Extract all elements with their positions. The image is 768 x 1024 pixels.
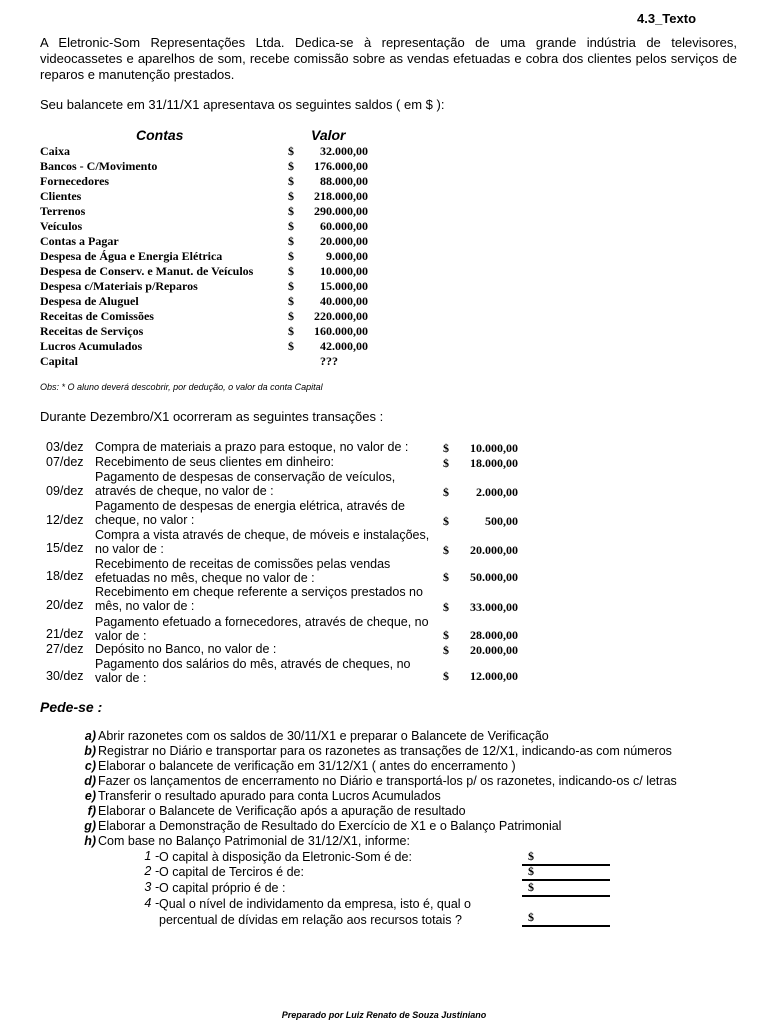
transaction-date: 18/dez xyxy=(46,569,84,583)
transaction-date: 30/dez xyxy=(46,669,84,683)
account-value: 40.000,00 xyxy=(320,294,368,308)
account-row xyxy=(40,339,380,354)
account-value: 160.000,00 xyxy=(314,324,368,338)
requirement-item xyxy=(76,729,549,743)
answer-currency: $ xyxy=(528,864,534,878)
account-value: 88.000,00 xyxy=(320,174,368,188)
requirement-letter: h) xyxy=(84,834,96,848)
account-currency: $ xyxy=(288,219,294,233)
transaction-value: 20.000,00 xyxy=(470,643,518,657)
account-currency: $ xyxy=(288,249,294,263)
transaction-value: 2.000,00 xyxy=(476,485,518,499)
requirement-text: Elaborar o balancete de verificação em 31/12/X1 ( antes do encerramento ) xyxy=(98,759,516,773)
account-currency: $ xyxy=(288,264,294,278)
account-currency: $ xyxy=(288,279,294,293)
transaction-value: 18.000,00 xyxy=(470,456,518,470)
transaction-date: 21/dez xyxy=(46,627,84,641)
account-value: 9.000,00 xyxy=(326,249,368,263)
transaction-row xyxy=(40,455,530,470)
account-currency: $ xyxy=(288,324,294,338)
observation-note: Obs: * O aluno deverá descobrir, por dedução, o valor da conta Capital xyxy=(40,382,323,392)
transaction-description: Compra de materiais a prazo para estoque, no valor de : xyxy=(95,440,409,454)
requirement-letter: d) xyxy=(84,774,96,788)
requirement-item xyxy=(76,789,441,803)
transaction-currency: $ xyxy=(443,669,449,683)
account-row xyxy=(40,354,380,369)
sub-question-number: 2 - xyxy=(144,864,159,878)
account-row xyxy=(40,144,380,159)
account-name: Bancos - C/Movimento xyxy=(40,159,158,173)
answer-currency: $ xyxy=(528,849,534,863)
balance-intro: Seu balancete em 31/11/X1 apresentava os seguintes saldos ( em $ ): xyxy=(40,97,445,112)
account-name: Caixa xyxy=(40,144,70,158)
account-row xyxy=(40,234,380,249)
requirement-letter: b) xyxy=(84,744,96,758)
account-currency: $ xyxy=(288,234,294,248)
footer-credit: Preparado por Luiz Renato de Souza Justiniano xyxy=(281,1010,487,1020)
account-value: 290.000,00 xyxy=(314,204,368,218)
transaction-description: Recebimento em cheque referente a serviços prestados no mês, no valor de : xyxy=(95,585,423,613)
answer-currency: $ xyxy=(528,910,534,924)
transaction-date: 20/dez xyxy=(46,598,84,612)
column-header-valor: Valor xyxy=(311,127,346,143)
transaction-description: Pagamento dos salários do mês, através de cheques, no valor de : xyxy=(95,657,411,685)
account-currency: $ xyxy=(288,159,294,173)
transaction-value: 12.000,00 xyxy=(470,669,518,683)
transaction-value: 50.000,00 xyxy=(470,570,518,584)
transaction-value: 10.000,00 xyxy=(470,441,518,455)
account-currency: $ xyxy=(288,174,294,188)
account-currency: $ xyxy=(288,189,294,203)
sub-question-text-line2: percentual de dívidas em relação aos recursos totais ? xyxy=(159,913,462,927)
transaction-description: Pagamento efetuado a fornecedores, através de cheque, no valor de : xyxy=(95,615,429,643)
account-value: ??? xyxy=(320,354,338,368)
answer-field[interactable] xyxy=(522,864,610,881)
transaction-description: Recebimento de seus clientes em dinheiro: xyxy=(95,455,335,469)
account-row xyxy=(40,309,380,324)
account-row xyxy=(40,279,380,294)
account-name: Contas a Pagar xyxy=(40,234,119,248)
transaction-row xyxy=(40,585,530,614)
account-name: Terrenos xyxy=(40,204,86,218)
requirement-letter: g) xyxy=(84,819,96,833)
account-value: 10.000,00 xyxy=(320,264,368,278)
account-row xyxy=(40,159,380,174)
sub-question xyxy=(137,864,517,880)
requirement-text: Transferir o resultado apurado para conta Lucros Acumulados xyxy=(98,789,441,803)
transaction-description: Depósito no Banco, no valor de : xyxy=(95,642,277,656)
account-currency: $ xyxy=(288,339,294,353)
account-row xyxy=(40,264,380,279)
transaction-value: 33.000,00 xyxy=(470,600,518,614)
transaction-date: 15/dez xyxy=(46,541,84,555)
sub-question xyxy=(137,896,517,928)
transaction-currency: $ xyxy=(443,628,449,642)
transactions-intro: Durante Dezembro/X1 ocorreram as seguintes transações : xyxy=(40,409,384,424)
requirement-item xyxy=(76,774,677,788)
account-currency: $ xyxy=(288,309,294,323)
requirement-letter: a) xyxy=(84,729,96,743)
requirement-item xyxy=(76,804,466,818)
transaction-row xyxy=(40,499,530,528)
account-currency: $ xyxy=(288,204,294,218)
transaction-description: Pagamento de despesas de conservação de veículos, através de cheque, no valor de : xyxy=(95,470,396,498)
account-value: 176.000,00 xyxy=(314,159,368,173)
account-name: Fornecedores xyxy=(40,174,110,188)
account-row xyxy=(40,324,380,339)
requirement-letter: f) xyxy=(87,804,96,818)
sub-question xyxy=(137,880,517,896)
account-value: 60.000,00 xyxy=(320,219,368,233)
transaction-description: Recebimento de receitas de comissões pelas vendas efetuadas no mês, cheque no valor de : xyxy=(95,557,391,585)
requirement-item xyxy=(76,834,410,848)
requirement-letter: c) xyxy=(84,759,96,773)
sub-question-text: O capital à disposição da Eletronic-Som é de: xyxy=(159,850,412,864)
account-name: Veículos xyxy=(40,219,83,233)
transaction-currency: $ xyxy=(443,643,449,657)
intro-paragraph: A Eletronic-Som Representações Ltda. Dedica-se à representação de uma grande indústria de televisores, videocassetes e aparelhos de som, recebe comissão sobre as vendas efetuadas e cobra dos clientes pelos serviços de reparos e manutenção prestados. xyxy=(40,35,737,82)
account-row xyxy=(40,294,380,309)
requirements-heading: Pede-se : xyxy=(40,699,103,715)
sub-question-text-line1: Qual o nível de individamento da empresa, isto é, qual o xyxy=(159,897,471,911)
requirement-text: Registrar no Diário e transportar para os razonetes as transações de 12/X1, indicando-as com números xyxy=(98,744,672,758)
account-name: Despesa de Aluguel xyxy=(40,294,139,308)
account-value: 32.000,00 xyxy=(320,144,368,158)
transaction-currency: $ xyxy=(443,456,449,470)
transaction-row xyxy=(40,470,530,499)
transaction-currency: $ xyxy=(443,485,449,499)
sub-question-text: O capital próprio é de : xyxy=(159,881,286,895)
transaction-row xyxy=(40,657,530,686)
transaction-currency: $ xyxy=(443,543,449,557)
account-value: 20.000,00 xyxy=(320,234,368,248)
transaction-currency: $ xyxy=(443,514,449,528)
requirement-text: Com base no Balanço Patrimonial de 31/12/X1, informe: xyxy=(98,834,410,848)
sub-question-number: 1 - xyxy=(144,849,159,863)
transaction-currency: $ xyxy=(443,570,449,584)
transaction-row xyxy=(40,557,530,586)
transaction-currency: $ xyxy=(443,441,449,455)
account-name: Clientes xyxy=(40,189,82,203)
transaction-date: 07/dez xyxy=(46,455,84,469)
answer-field[interactable] xyxy=(522,880,610,897)
transaction-description: Pagamento de despesas de energia elétrica, através de cheque, no valor : xyxy=(95,499,405,527)
transaction-date: 12/dez xyxy=(46,513,84,527)
account-name: Capital xyxy=(40,354,79,368)
sub-question xyxy=(137,849,517,865)
account-row xyxy=(40,219,380,234)
requirement-text: Elaborar a Demonstração de Resultado do Exercício de X1 e o Balanço Patrimonial xyxy=(98,819,562,833)
transaction-value: 500,00 xyxy=(485,514,518,528)
transaction-date: 03/dez xyxy=(46,440,84,454)
transaction-value: 28.000,00 xyxy=(470,628,518,642)
transaction-row xyxy=(40,615,530,643)
answer-currency: $ xyxy=(528,880,534,894)
account-value: 218.000,00 xyxy=(314,189,368,203)
transaction-row xyxy=(40,528,530,557)
requirement-item xyxy=(76,819,561,833)
page-title: 4.3_Texto xyxy=(637,11,697,26)
account-name: Despesa de Água e Energia Elétrica xyxy=(40,249,223,263)
sub-question-text: O capital de Terciros é de: xyxy=(159,865,304,879)
requirement-item xyxy=(76,759,516,773)
account-value: 220.000,00 xyxy=(314,309,368,323)
account-name: Lucros Acumulados xyxy=(40,339,143,353)
answer-field[interactable] xyxy=(522,910,610,927)
account-name: Despesa de Conserv. e Manut. de Veículos xyxy=(40,264,254,278)
account-currency: $ xyxy=(288,144,294,158)
account-row xyxy=(40,249,380,264)
requirement-item xyxy=(76,744,672,758)
account-row xyxy=(40,174,380,189)
account-name: Despesa c/Materiais p/Reparos xyxy=(40,279,198,293)
transaction-row xyxy=(40,440,530,455)
transaction-row xyxy=(40,642,530,657)
transaction-value: 20.000,00 xyxy=(470,543,518,557)
requirement-text: Elaborar o Balancete de Verificação após a apuração de resultado xyxy=(98,804,466,818)
transaction-date: 27/dez xyxy=(46,642,84,656)
transaction-date: 09/dez xyxy=(46,484,84,498)
account-row xyxy=(40,204,380,219)
account-row xyxy=(40,189,380,204)
account-name: Receitas de Comissões xyxy=(40,309,154,323)
requirement-text: Abrir razonetes com os saldos de 30/11/X1 e preparar o Balancete de Verificação xyxy=(98,729,549,743)
transaction-currency: $ xyxy=(443,600,449,614)
account-currency: $ xyxy=(288,294,294,308)
requirement-text: Fazer os lançamentos de encerramento no Diário e transportá-los p/ os razonetes, indicando-os c/ letras xyxy=(98,774,677,788)
account-value: 15.000,00 xyxy=(320,279,368,293)
sub-question-number: 3 - xyxy=(144,880,159,894)
transaction-description: Compra a vista através de cheque, de móveis e instalações, no valor de : xyxy=(95,528,430,556)
account-value: 42.000,00 xyxy=(320,339,368,353)
requirement-letter: e) xyxy=(84,789,96,803)
sub-question-number: 4 - xyxy=(144,896,159,910)
column-header-contas: Contas xyxy=(136,127,184,143)
account-name: Receitas de Serviços xyxy=(40,324,144,338)
